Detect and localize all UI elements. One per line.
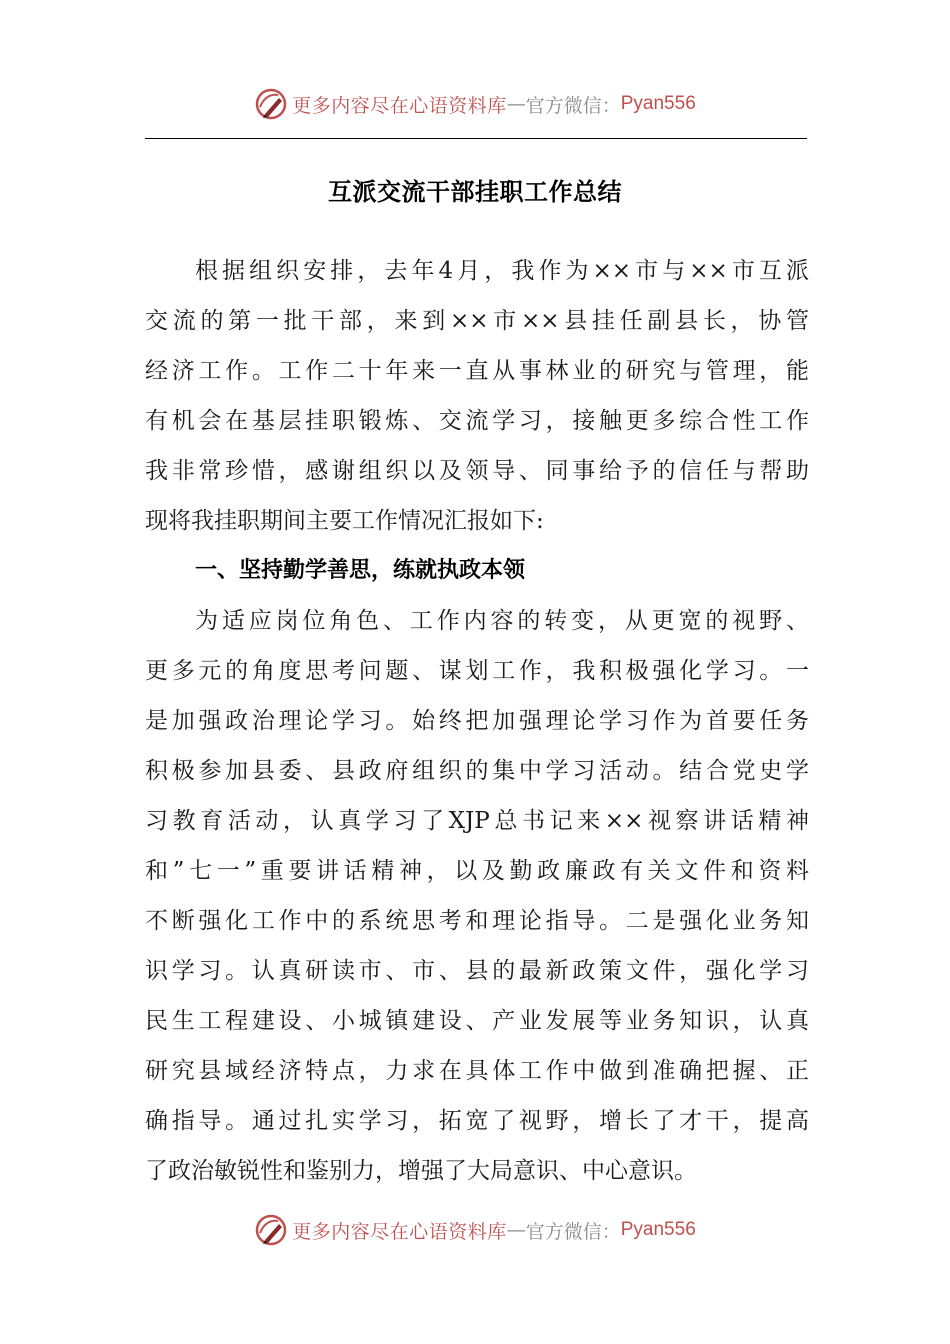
banner-wechat-id: Pyan556 <box>620 93 696 114</box>
pen-nib-circle-icon <box>254 1213 288 1247</box>
document-body <box>145 246 809 1196</box>
paragraph-line: 积极参加县委、县政府组织的集中学习活动。结合党史学 <box>145 758 809 784</box>
section-heading: 一、坚持勤学善思，练就执政本领 <box>195 558 526 583</box>
paragraph-line: 民生工程建设、小城镇建设、产业发展等业务知识，认真 <box>145 1008 809 1034</box>
banner-separator: — <box>506 1219 526 1241</box>
banner-wechat-label: 官方微信： <box>525 94 621 117</box>
paragraph-line: 和”七一”重要讲话精神，以及勤政廉政有关文件和资料 <box>145 858 809 884</box>
paragraph-line: 现将我挂职期间主要工作情况汇报如下: <box>145 508 544 534</box>
banner-wechat-label: 官方微信： <box>525 1220 621 1243</box>
paragraph-line: 交流的第一批干部，来到××市××县挂任副县长，协管 <box>145 308 809 334</box>
paragraph-line: 识学习。认真研读市、市、县的最新政策文件，强化学习 <box>145 958 809 984</box>
paragraph-line: 我非常珍惜，感谢组织以及领导、同事给予的信任与帮助 <box>145 458 809 484</box>
banner-slogan: 更多内容尽在心语资料库 <box>292 1220 507 1243</box>
footer-banner <box>0 1210 950 1250</box>
paragraph-line: 根据组织安排，去年4月，我作为××市与××市互派 <box>195 258 809 284</box>
paragraph-line: 有机会在基层挂职锻炼、交流学习，接触更多综合性工作 <box>145 408 809 434</box>
paragraph-line: 是加强政治理论学习。始终把加强理论学习作为首要任务 <box>145 708 809 734</box>
paragraph-line: 确指导。通过扎实学习，拓宽了视野，增长了才干，提高 <box>145 1108 809 1134</box>
document-title: 互派交流干部挂职工作总结 <box>328 177 622 206</box>
header-banner <box>0 84 950 124</box>
paragraph-line: 研究县域经济特点，力求在具体工作中做到准确把握、正 <box>145 1058 809 1084</box>
paragraph-line: 了政治敏锐性和鉴别力，增强了大局意识、中心意识。 <box>145 1158 697 1184</box>
banner-slogan: 更多内容尽在心语资料库 <box>292 94 507 117</box>
banner-separator: — <box>506 93 526 115</box>
banner-wechat-id: Pyan556 <box>620 1219 696 1240</box>
pen-nib-circle-icon <box>254 87 288 121</box>
paragraph-line: 经济工作。工作二十年来一直从事林业的研究与管理，能 <box>145 358 809 384</box>
paragraph-line: 习教育活动，认真学习了XJP总书记来××视察讲话精神 <box>145 808 809 834</box>
header-divider <box>145 138 807 139</box>
paragraph-line: 更多元的角度思考问题、谋划工作，我积极强化学习。一 <box>145 658 809 684</box>
paragraph-line: 不断强化工作中的系统思考和理论指导。二是强化业务知 <box>145 908 809 934</box>
paragraph-line: 为适应岗位角色、工作内容的转变，从更宽的视野、 <box>195 608 809 634</box>
